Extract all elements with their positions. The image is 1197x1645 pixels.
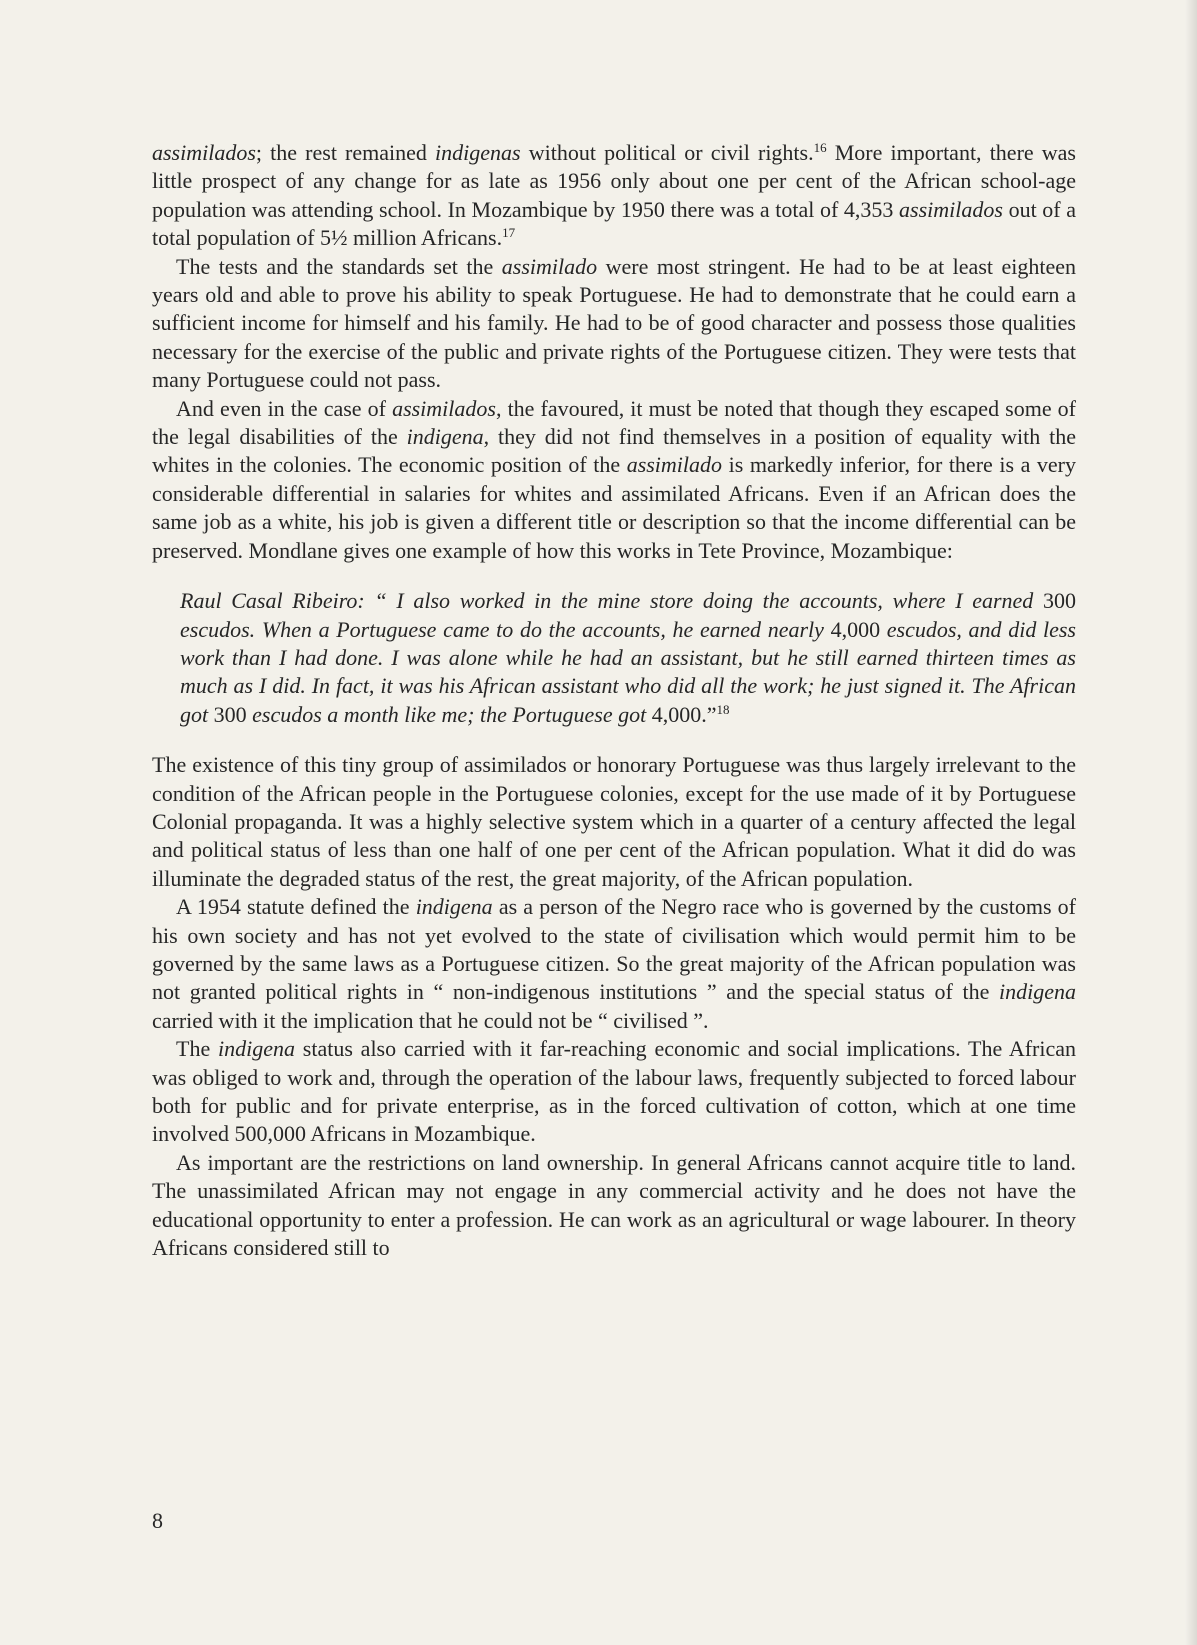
quote-number: 300 — [213, 701, 247, 727]
text-run: were most stringent. He had to be at least eighteen years old and able to prove his ability to speak Portuguese. He had to demonstrate that he could earn a sufficient income for himself and his family. He had to be of good character and possess those qualities necessary for the exercise of the public and private rights of the Portuguese citizen. They were tests that many Portuguese could not pass. — [152, 253, 1076, 393]
text-run: escudos a month like me; the Portuguese got — [246, 701, 652, 727]
text-run: A 1954 statute defined the — [176, 894, 416, 920]
block-quote — [180, 587, 1076, 729]
text-run: Raul Casal Ribeiro: “ I also worked in the mine store doing the accounts, where I earned — [180, 588, 1043, 614]
paragraph-2 — [152, 253, 1076, 395]
text-run: , the favoured, it must be noted that though they escaped some of the legal disabilities of the — [152, 395, 1076, 450]
paragraph-5 — [152, 893, 1076, 1035]
text-run: escudos, and did less work than I had done. I was alone while he had an assistant, but he still earned thirteen times as much as I did. In fact, it was his African assistant who did all the work; he just signed it. The African got — [180, 616, 1076, 727]
quote-number: 4,000 — [830, 616, 881, 642]
text-run: The tests and the standards set the — [176, 253, 502, 279]
footnote-ref-16: 16 — [813, 140, 827, 155]
italic-term: indigena — [218, 1036, 295, 1062]
text-run: is markedly inferior, for there is a very considerable differential in salaries for whites and assimilated Africans. Even if an African does the same job as a white, his job is given a different title or description so that the income differential can be preserved. Mondlane gives one example of how this works in Tete Province, Mozambique: — [152, 452, 1076, 563]
italic-term: assimilados — [899, 196, 1003, 222]
quote-number: 4,000.” — [651, 701, 717, 727]
italic-term: assimilados — [152, 140, 256, 165]
text-run: status also carried with it far-reaching economic and social implications. The African was obliged to work and, through the operation of the labour laws, frequently subjected to forced labour both for public and for private enterprise, as in the forced cultivation of cotton, which at one time involved 500,000 Africans in Mozambique. — [152, 1036, 1077, 1147]
text-run: without political or civil rights. — [520, 140, 814, 165]
paragraph-1 — [152, 139, 1076, 253]
italic-term: assimilados — [392, 395, 496, 421]
italic-term: indigena — [415, 894, 493, 920]
italic-term: assimilado — [501, 253, 598, 279]
text-run: And even in the case of — [176, 395, 393, 421]
text-run: More important, there was little prospect of any change for as late as 1956 only about one per cent of the African school-age population was attending school. In Mozambique by 1950 there was a total of 4,353 — [152, 140, 1076, 222]
italic-term: indigena — [406, 424, 484, 450]
italic-term: assimilado — [626, 452, 723, 478]
text-run: out of a total population of 5½ million Africans. — [152, 196, 1077, 251]
italic-term: indigenas — [435, 140, 521, 165]
paragraph-7 — [152, 1149, 1076, 1263]
text-run: As important are the restrictions on land ownership. In general Africans cannot acquire title to land. The unassimilated African may not engage in any commercial activity and he does not have the educational opportunity to enter a profession. He can work as an agricultural or wage labourer. In theory Africans considered still to — [152, 1149, 1076, 1261]
page-number: 8 — [152, 1508, 163, 1533]
paragraph-3 — [152, 395, 1076, 565]
paragraph-6 — [152, 1035, 1076, 1149]
text-run: The — [176, 1036, 218, 1062]
text-run: ; the rest remained — [255, 140, 436, 165]
text-run: carried with it the implication that he could not be “ civilised ”. — [152, 1007, 709, 1033]
text-run: The existence of this tiny group of assimilados or honorary Portuguese was thus largely irrelevant to the condition of the African people in the Portuguese colonies, except for the use made of it by Portuguese Colonial propaganda. It was a highly selective system which in a quarter of a century affected the legal and political status of less than one half of one per cent of the African population. What it did do was illuminate the degraded status of the rest, the great majority, of the African population. — [152, 752, 1076, 891]
italic-term: indigena — [999, 979, 1076, 1005]
text-run: , they did not find themselves in a position of equality with the whites in the colonies. The economic position of the — [152, 424, 1076, 478]
body-text — [152, 139, 1076, 1262]
paragraph-4 — [152, 751, 1076, 893]
footnote-ref-18: 18 — [716, 701, 730, 717]
text-run: as a person of the Negro race who is governed by the customs of his own society and has not yet evolved to the state of civilisation which would permit him to be governed by the same laws as a Portuguese citizen. So the great majority of the African population was not granted political rights in “ non-indigenous institutions ” and the special status of the — [152, 894, 1077, 1005]
text-run: escudos. When a Portuguese came to do the accounts, he earned nearly — [180, 616, 831, 642]
quote-number: 300 — [1043, 588, 1076, 614]
footnote-ref-17: 17 — [502, 225, 516, 241]
